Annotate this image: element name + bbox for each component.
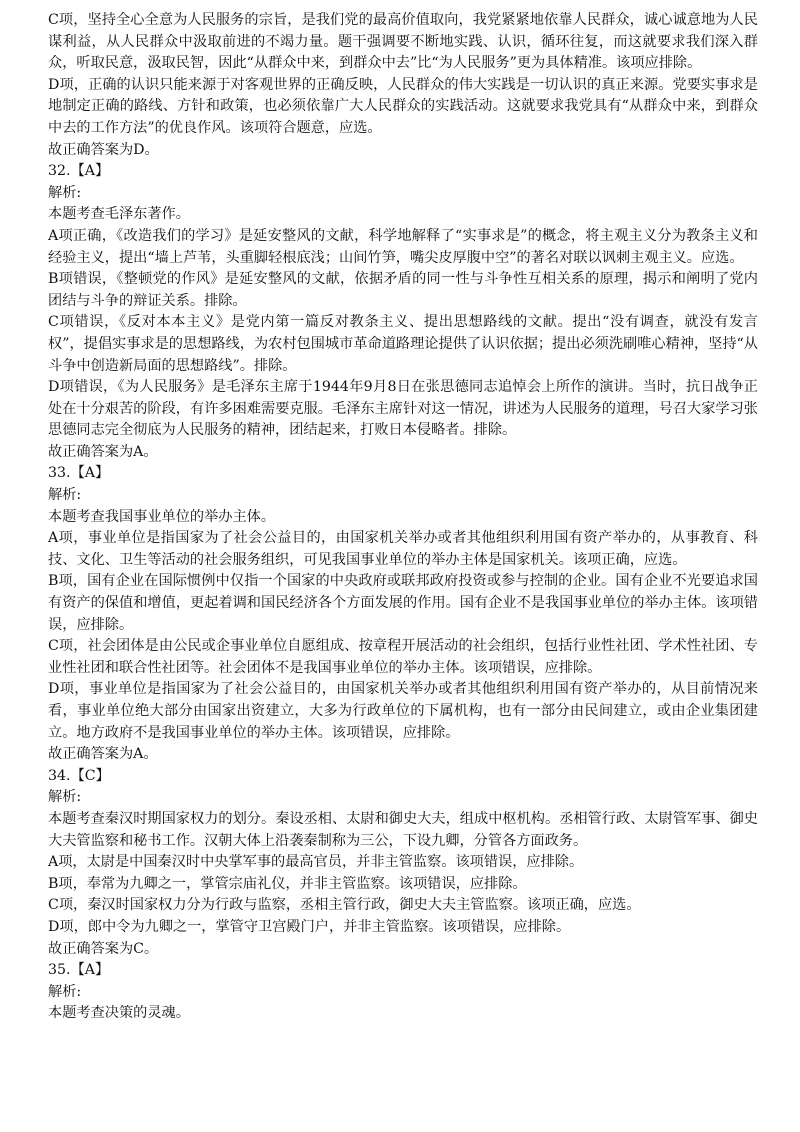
document-page [48,10,758,1025]
paragraph: 本题考查毛泽东著作。 [48,206,190,223]
paragraph: B项，国有企业在国际惯例中仅指一个国家的中央政府或联邦政府投资或参与控制的企业。国有企业不光要追求国有资产的保值和增值，更起着调和国民经济各个方面发展的作用。国有企业不是我国事业单位的举办主体。该项错误，应排除。 [48,573,758,633]
paragraph: A项，太尉是中国秦汉时中央掌军事的最高官员，并非主管监察。该项错误，应排除。 [48,854,584,871]
answer-line: 故正确答案为A。 [48,746,158,763]
analysis-label: 解析: [48,487,82,504]
analysis-label: 解析: [48,789,82,806]
answer-line: 故正确答案为A。 [48,443,158,460]
paragraph: 本题考查我国事业单位的举办主体。 [48,508,276,525]
analysis-label: 解析: [48,184,82,201]
paragraph: D项错误，《为人民服务》是毛泽东主席于1944年9月8日在张思德同志追悼会上所作的演讲。当时，抗日战争正处在十分艰苦的阶段，有许多困难需要克服。毛泽东主席针对这一情况，讲述为人民服务的道理，号召大家学习张思德同志完全彻底为人民服务的精神，团结起来，打败日本侵略者。排除。 [48,379,758,439]
answer-line: 故正确答案为C。 [48,940,159,957]
analysis-label: 解析: [48,983,82,1000]
paragraph: 本题考查决策的灵魂。 [48,1005,190,1022]
paragraph: C项错误，《反对本本主义》是党内第一篇反对教条主义、提出思想路线的文献。提出“没有调查，就没有发言权”，提倡实事求是的思想路线，为农村包围城市革命道路理论提供了认识依据；提出必须洗刷唯心精神，坚持“从斗争中创造新局面的思想路线”。排除。 [48,314,758,374]
question-number: 33.【A】 [48,465,110,482]
paragraph: D项，郎中令为九卿之一，掌管守卫宫殿门户，并非主管监察。该项错误，应排除。 [48,918,571,935]
answer-line: 故正确答案为D。 [48,141,159,158]
paragraph: C项，坚持全心全意为人民服务的宗旨，是我们党的最高价值取向，我党紧紧地依靠人民群众，诚心诚意地为人民谋利益，从人民群众中汲取前进的不竭力量。题干强调要不断地实践、认识，循环往复，而这就要求我们深入群众，听取民意，汲取民智，因此“从群众中来，到群众中去”比“为人民服务”更为具体精准。该项应排除。 [48,12,758,72]
paragraph: D项，正确的认识只能来源于对客观世界的正确反映，人民群众的伟大实践是一切认识的真正来源。党要实事求是地制定正确的路线、方针和政策，也必须依靠广大人民群众的实践活动。这就要求我党具有“从群众中来，到群众中去的工作方法”的优良作风。该项符合题意，应选。 [48,76,758,136]
question-number: 35.【A】 [48,962,110,979]
paragraph: 本题考查秦汉时期国家权力的划分。秦设丞相、太尉和御史大夫，组成中枢机构。丞相管行政、太尉管军事、御史大夫管监察和秘书工作。汉朝大体上沿袭秦制称为三公，下设九卿，分管各方面政务。 [48,810,758,849]
paragraph: D项，事业单位是指国家为了社会公益目的，由国家机关举办或者其他组织利用国有资产举办的，从目前情况来看，事业单位绝大部分由国家出资建立，大多为行政单位的下属机构，也有一部分由民间建立，或由企业集团建立。地方政府不是我国事业单位的举办主体。该项错误，应排除。 [48,681,758,741]
question-number: 34.【C】 [48,767,110,784]
question-number: 32.【A】 [48,163,110,180]
paragraph: C项，秦汉时国家权力分为行政与监察，丞相主管行政，御史大夫主管监察。该项正确，应选。 [48,897,641,914]
paragraph: C项，社会团体是由公民或企事业单位自愿组成、按章程开展活动的社会组织，包括行业性社团、学术性社团、专业性社团和联合性社团等。社会团体不是我国事业单位的举办主体。该项错误，应排除。 [48,638,758,676]
paragraph: B项，奉常为九卿之一，掌管宗庙礼仪，并非主管监察。该项错误，应排除。 [48,875,527,892]
paragraph: B项错误，《整顿党的作风》是延安整风的文献，依据矛盾的同一性与斗争性互相关系的原理，揭示和阐明了党内团结与斗争的辩证关系。排除。 [48,271,758,309]
paragraph: A项正确，《改造我们的学习》是延安整风的文献，科学地解释了“实事求是”的概念，将主观主义分为教条主义和经验主义，提出“墙上芦苇，头重脚轻根底浅；山间竹笋，嘴尖皮厚腹中空”的著名对联以讽刺主观主义。应选。 [48,227,758,266]
paragraph: A项，事业单位是指国家为了社会公益目的，由国家机关举办或者其他组织利用国有资产举办的，从事教育、科技、文化、卫生等活动的社会服务组织，可见我国事业单位的举办主体是国家机关。该项正确，应选。 [48,530,758,568]
